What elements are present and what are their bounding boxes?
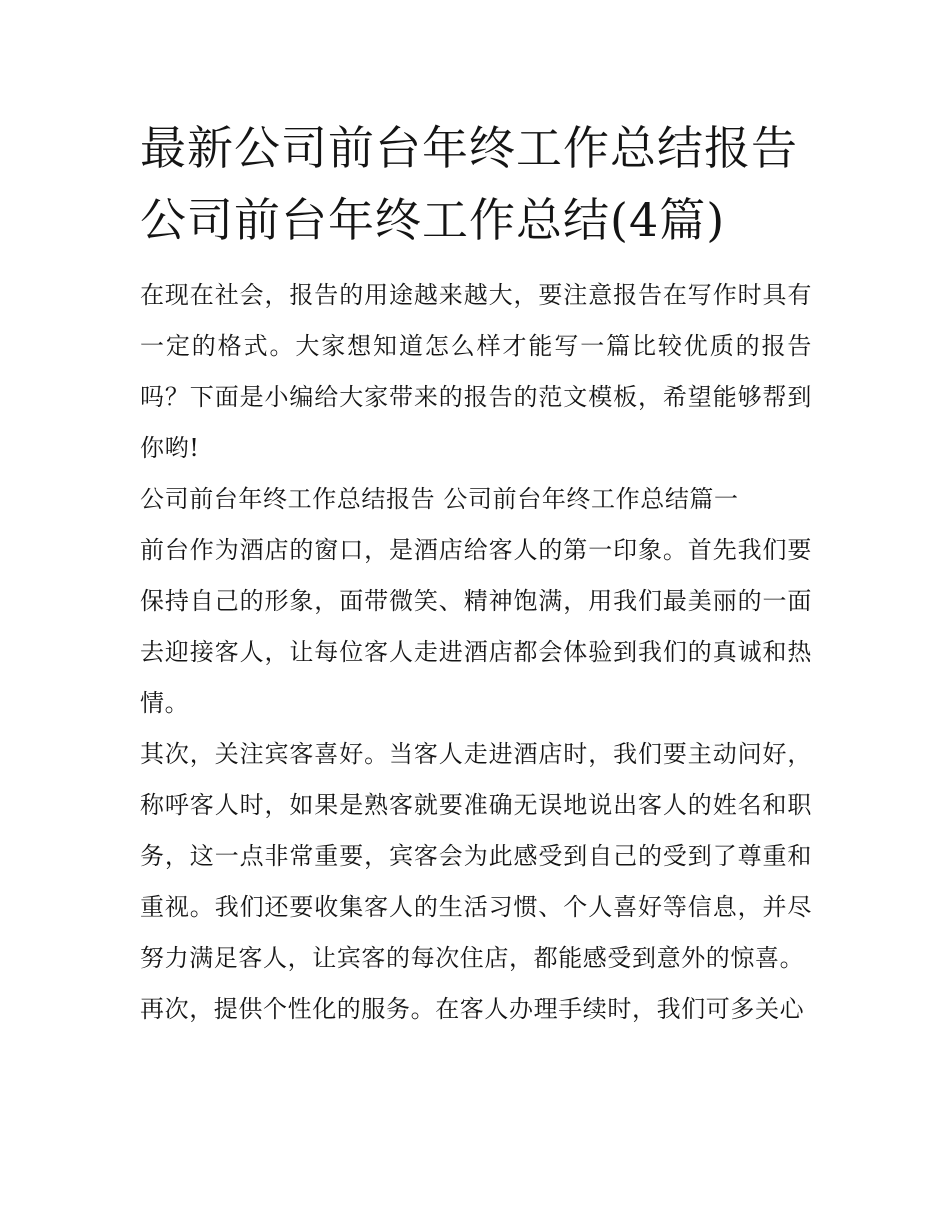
document-content [140,112,812,1035]
intro-paragraph: 在现在社会，报告的用途越来越大，要注意报告在写作时具有一定的格式。大家想知道怎么样才能写一篇比较优质的报告吗？下面是小编给大家带来的报告的范文模板，希望能够帮到你哟! [140,281,812,462]
section-heading: 公司前台年终工作总结报告 公司前台年终工作总结篇一 [140,485,739,513]
document-title: 最新公司前台年终工作总结报告 公司前台年终工作总结(4篇) [140,121,798,247]
document-body [140,270,812,1035]
body-paragraph: 再次，提供个性化的服务。在客人办理手续时，我们可多关心 [140,995,805,1023]
body-paragraph: 前台作为酒店的窗口，是酒店给客人的第一印象。首先我们要保持自己的形象，面带微笑、精神饱满，用我们最美丽的一面去迎接客人，让每位客人走进酒店都会体验到我们的真诚和热情。 [140,536,812,717]
body-paragraph: 其次，关注宾客喜好。当客人走进酒店时，我们要主动问好，称呼客人时，如果是熟客就要准确无误地说出客人的姓名和职务，这一点非常重要，宾客会为此感受到自己的受到了尊重和重视。我们还要收集客人的生活习惯、个人喜好等信息，并尽努力满足客人，让宾客的每次住店，都能感受到意外的惊喜。 [140,740,812,972]
